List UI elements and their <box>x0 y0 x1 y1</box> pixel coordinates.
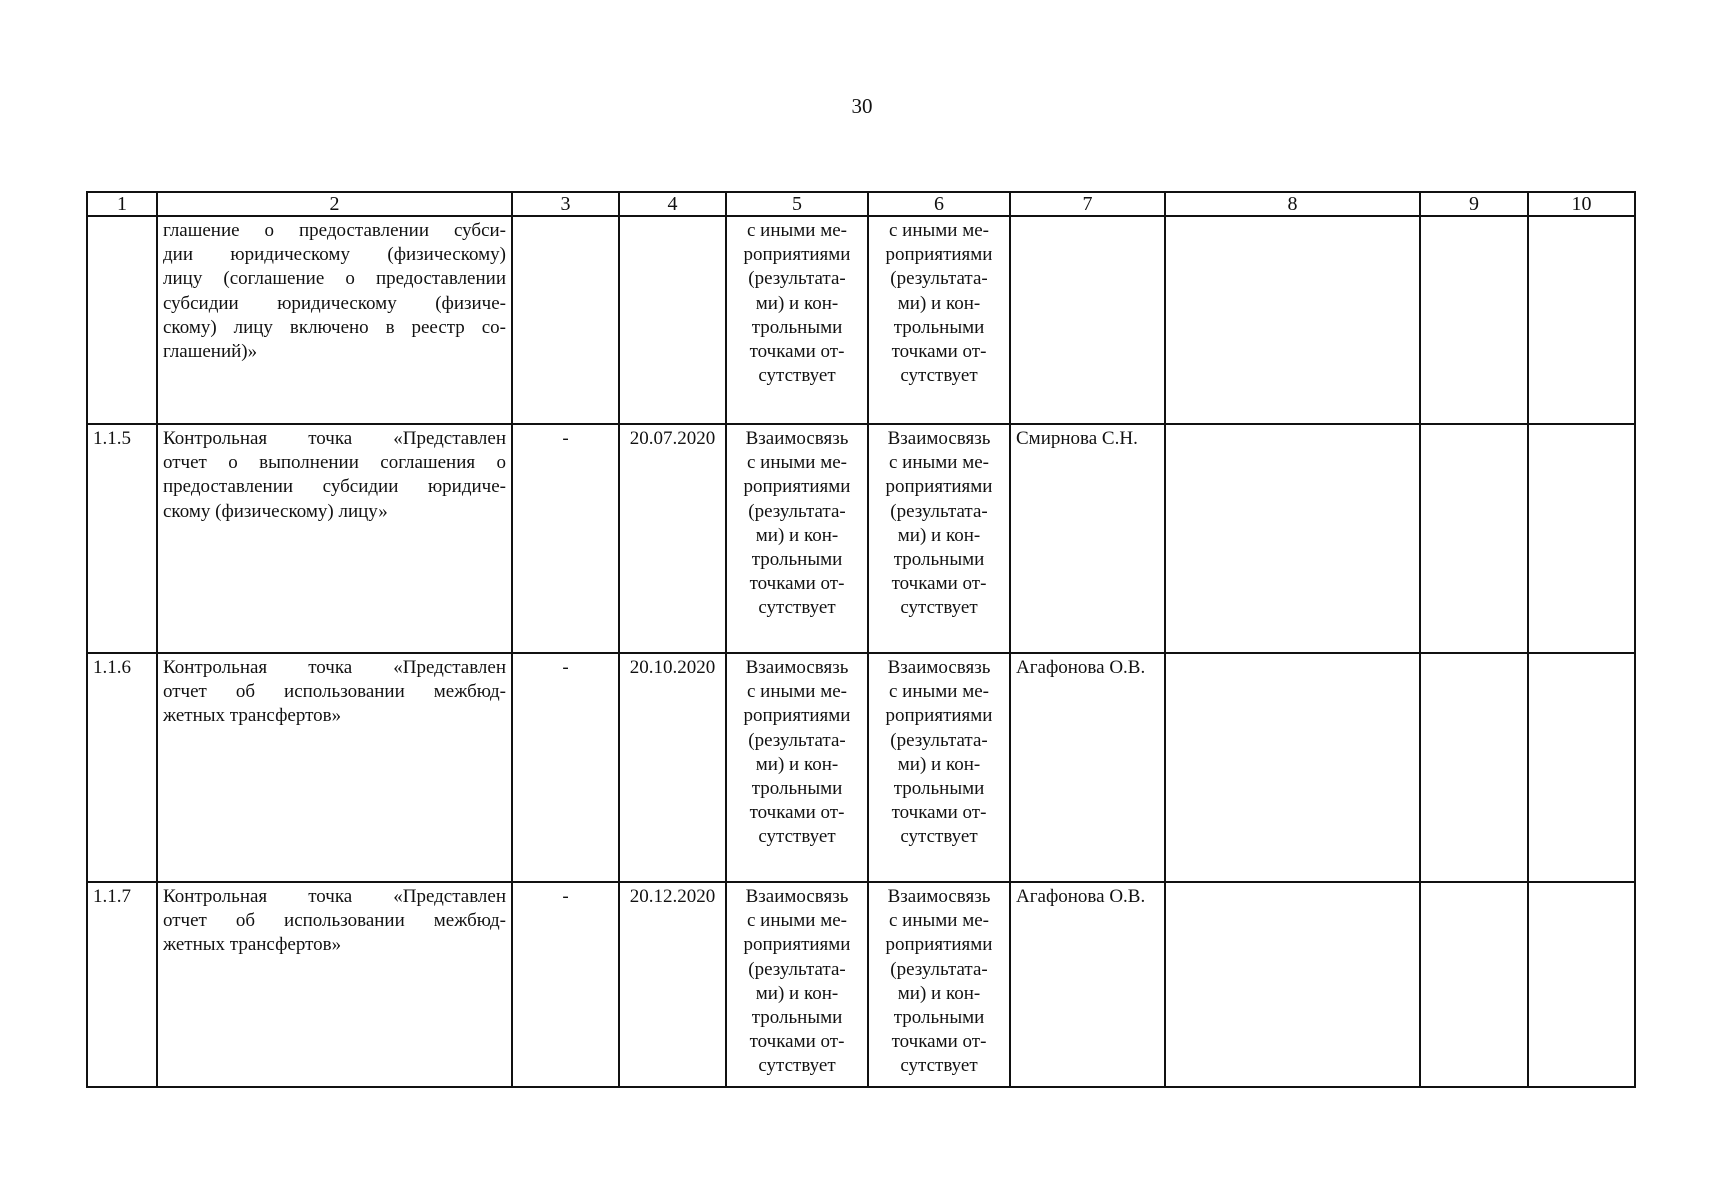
relation-line: с иными ме- <box>888 910 989 932</box>
description-cell <box>157 424 512 653</box>
description-cell <box>157 216 512 424</box>
description-line: скому (физическому) лицу» <box>163 500 388 522</box>
table-row <box>87 882 1635 1087</box>
item-number: 1.1.5 <box>93 428 131 449</box>
relation-line: роприятиями <box>743 476 851 498</box>
relation-line: с иными ме- <box>746 220 847 241</box>
table-row <box>87 216 1635 424</box>
relation-line: Взаимосвязь <box>745 657 849 678</box>
schedule-table <box>86 191 1636 1088</box>
column-3-cell <box>512 424 619 653</box>
column-3-cell <box>512 653 619 882</box>
header-cell: 2 <box>157 192 512 216</box>
header-row <box>87 192 1635 216</box>
responsible-person: Агафонова О.В. <box>1016 886 1146 907</box>
responsible-cell <box>1010 216 1165 424</box>
description-line: Контрольная точка «Представлен <box>163 886 506 907</box>
column-9-cell <box>1420 216 1528 424</box>
header-cell: 1 <box>87 192 157 216</box>
relation-line: ми) и кон- <box>897 292 981 314</box>
date-cell <box>619 216 726 424</box>
item-number-cell <box>87 216 157 424</box>
column-3-value: - <box>562 886 569 907</box>
column-8-cell <box>1165 424 1420 653</box>
relation-line: с иными ме- <box>888 452 989 474</box>
relation-cell <box>868 216 1010 424</box>
header-cell: 8 <box>1165 192 1420 216</box>
relation-line: Взаимосвязь <box>887 886 991 907</box>
description-line: отчет об использовании межбюд- <box>163 681 506 703</box>
relation-line: (результата- <box>890 958 988 980</box>
relation-line: (результата- <box>748 958 846 980</box>
header-cell: 4 <box>619 192 726 216</box>
relation-line: с иными ме- <box>746 452 847 474</box>
responsible-cell <box>1010 424 1165 653</box>
relation-line: сутствует <box>900 597 978 619</box>
description-cell <box>157 653 512 882</box>
column-8-cell <box>1165 653 1420 882</box>
relation-line: трольными <box>893 549 985 571</box>
relation-cell <box>726 882 868 1087</box>
description-line: жетных трансфертов» <box>163 934 342 956</box>
relation-line: (результата- <box>890 268 988 290</box>
header-cell: 7 <box>1010 192 1165 216</box>
column-10-cell <box>1528 216 1635 424</box>
column-10-cell <box>1528 653 1635 882</box>
date-cell <box>619 653 726 882</box>
relation-line: сутствует <box>900 1055 978 1077</box>
relation-line: роприятиями <box>885 705 993 727</box>
relation-line: с иными ме- <box>888 681 989 703</box>
description-line: глашение о предоставлении субси- <box>163 220 506 241</box>
relation-line: Взаимосвязь <box>887 657 991 678</box>
date-value: 20.12.2020 <box>629 886 716 907</box>
description-line: скому) лицу включено в реестр со- <box>163 316 506 338</box>
relation-line: сутствует <box>900 826 978 848</box>
relation-cell <box>868 653 1010 882</box>
relation-line: точками от- <box>749 802 845 824</box>
relation-line: роприятиями <box>743 934 851 956</box>
relation-line: сутствует <box>900 365 978 387</box>
date-cell <box>619 424 726 653</box>
relation-line: (результата- <box>748 729 846 751</box>
relation-line: трольными <box>893 316 985 338</box>
relation-line: с иными ме- <box>746 681 847 703</box>
relation-cell <box>726 653 868 882</box>
header-cell: 5 <box>726 192 868 216</box>
column-9-cell <box>1420 424 1528 653</box>
table-row <box>87 424 1635 653</box>
relation-line: точками от- <box>891 573 987 595</box>
item-number: 1.1.6 <box>93 657 131 678</box>
relation-line: (результата- <box>748 500 846 522</box>
relation-line: (результата- <box>890 729 988 751</box>
relation-line: трольными <box>893 1007 985 1029</box>
description-line: лицу (соглашение о предоставлении <box>163 268 506 290</box>
column-8-cell <box>1165 882 1420 1087</box>
relation-line: Взаимосвязь <box>887 428 991 449</box>
relation-cell <box>868 424 1010 653</box>
header-cell: 10 <box>1528 192 1635 216</box>
relation-line: трольными <box>751 1007 843 1029</box>
column-10-cell <box>1528 882 1635 1087</box>
column-8-cell <box>1165 216 1420 424</box>
relation-line: роприятиями <box>885 934 993 956</box>
description-line: жетных трансфертов» <box>163 705 342 727</box>
description-line: отчет о выполнении соглашения о <box>163 452 506 474</box>
relation-line: роприятиями <box>743 244 851 266</box>
relation-line: роприятиями <box>885 476 993 498</box>
relation-line: трольными <box>751 316 843 338</box>
description-line: отчет об использовании межбюд- <box>163 910 506 932</box>
item-number: 1.1.7 <box>93 886 131 907</box>
responsible-cell <box>1010 653 1165 882</box>
responsible-cell <box>1010 882 1165 1087</box>
description-line: субсидии юридическому (физиче- <box>163 292 506 314</box>
relation-line: трольными <box>751 549 843 571</box>
relation-cell <box>868 882 1010 1087</box>
column-10-cell <box>1528 424 1635 653</box>
relation-line: Взаимосвязь <box>745 886 849 907</box>
header-cell: 6 <box>868 192 1010 216</box>
relation-line: сутствует <box>758 365 836 387</box>
description-line: Контрольная точка «Представлен <box>163 428 506 449</box>
relation-line: ми) и кон- <box>897 753 981 775</box>
relation-line: сутствует <box>758 597 836 619</box>
description-line: глашений)» <box>163 341 258 363</box>
relation-line: точками от- <box>891 341 987 363</box>
responsible-person: Агафонова О.В. <box>1016 657 1146 678</box>
relation-line: ми) и кон- <box>897 524 981 546</box>
relation-line: точками от- <box>891 802 987 824</box>
relation-line: трольными <box>893 778 985 800</box>
relation-cell <box>726 424 868 653</box>
description-line: Контрольная точка «Представлен <box>163 657 506 678</box>
item-number-cell <box>87 424 157 653</box>
relation-line: ми) и кон- <box>897 982 981 1004</box>
relation-line: (результата- <box>890 500 988 522</box>
relation-line: с иными ме- <box>746 910 847 932</box>
date-value: 20.10.2020 <box>629 657 716 678</box>
relation-line: ми) и кон- <box>755 982 839 1004</box>
relation-line: сутствует <box>758 1055 836 1077</box>
relation-line: роприятиями <box>743 705 851 727</box>
description-line: предоставлении субсидии юридиче- <box>163 476 506 498</box>
relation-line: ми) и кон- <box>755 292 839 314</box>
column-3-cell <box>512 882 619 1087</box>
relation-line: точками от- <box>749 1031 845 1053</box>
column-9-cell <box>1420 882 1528 1087</box>
page-number: 30 <box>851 94 873 118</box>
column-3-value: - <box>562 657 569 678</box>
relation-line: ми) и кон- <box>755 753 839 775</box>
relation-line: (результата- <box>748 268 846 290</box>
relation-line: точками от- <box>749 573 845 595</box>
item-number-cell <box>87 882 157 1087</box>
relation-line: трольными <box>751 778 843 800</box>
column-3-cell <box>512 216 619 424</box>
header-cell: 9 <box>1420 192 1528 216</box>
relation-line: Взаимосвязь <box>745 428 849 449</box>
description-line: дии юридическому (физическому) <box>163 244 506 266</box>
relation-cell <box>726 216 868 424</box>
relation-line: с иными ме- <box>888 220 989 241</box>
table-row <box>87 653 1635 882</box>
header-cell: 3 <box>512 192 619 216</box>
item-number-cell <box>87 653 157 882</box>
date-value: 20.07.2020 <box>629 428 716 449</box>
responsible-person: Смирнова С.Н. <box>1016 428 1138 449</box>
relation-line: точками от- <box>749 341 845 363</box>
relation-line: точками от- <box>891 1031 987 1053</box>
date-cell <box>619 882 726 1087</box>
column-9-cell <box>1420 653 1528 882</box>
relation-line: сутствует <box>758 826 836 848</box>
description-cell <box>157 882 512 1087</box>
relation-line: роприятиями <box>885 244 993 266</box>
relation-line: ми) и кон- <box>755 524 839 546</box>
column-3-value: - <box>562 428 569 449</box>
